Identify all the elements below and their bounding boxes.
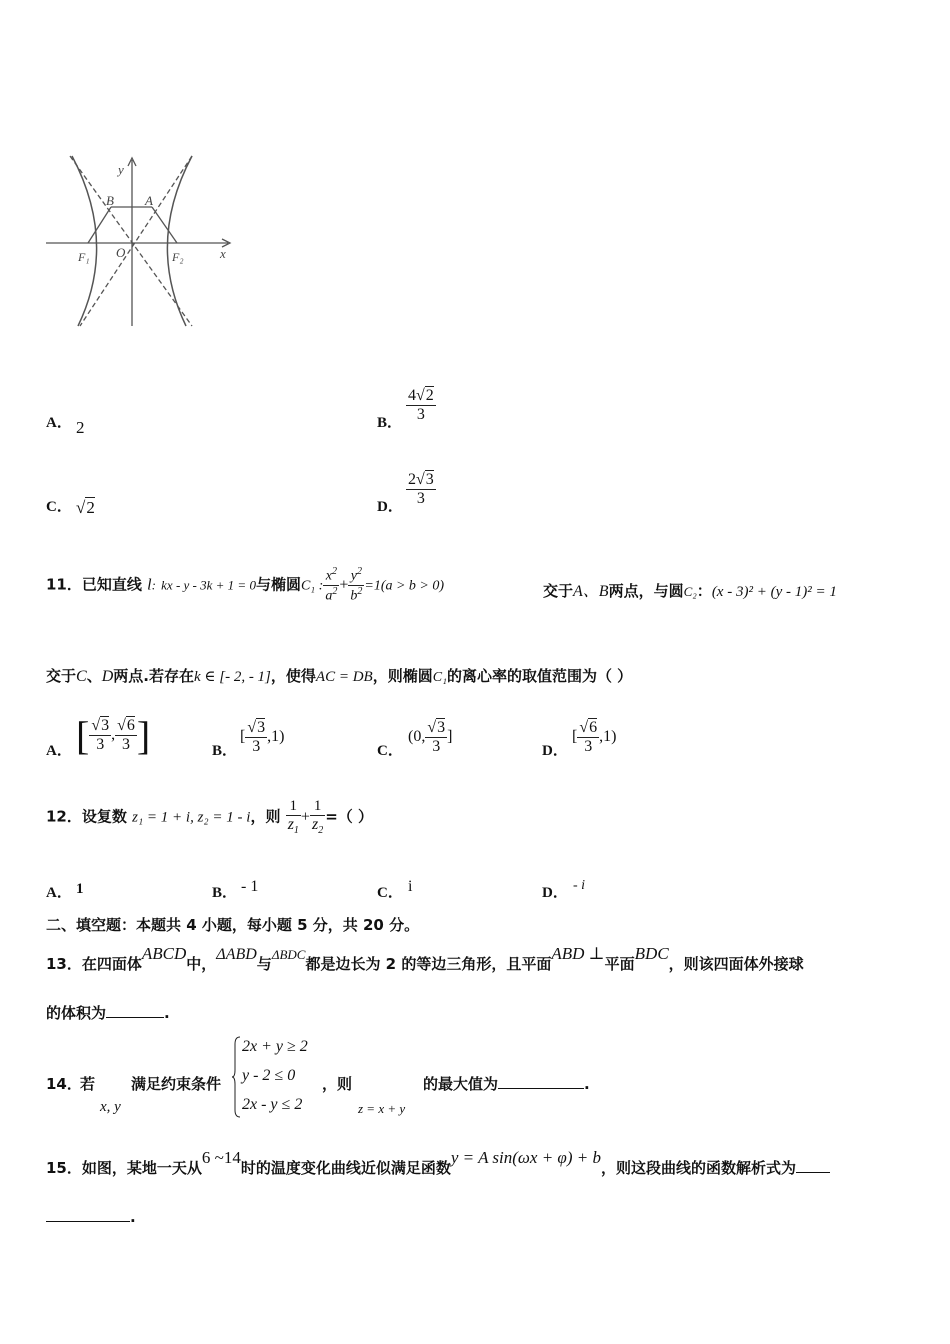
q11-ellipse-name: C₁ : (300, 578, 324, 594)
figure-label-b: B (106, 193, 114, 208)
q12-option-d-value: - i (573, 878, 586, 893)
q14-vars: x, y (100, 1099, 121, 1115)
q11-condition: AC = DB (315, 669, 373, 685)
q14-then: ，则 (322, 1075, 353, 1093)
q12-z-values: z₁ = 1 + i, z₂ = 1 - i (132, 809, 251, 826)
q11-option-c-value: (0, $\frac{√3}{3}$ ] (408, 719, 453, 755)
q11-k-range: k ∈ [- 2, - 1] (193, 669, 271, 685)
q11-ellipse-cond: =1(a > b > 0) (364, 578, 445, 594)
q13-plane-abd: ABD ⊥ (551, 944, 605, 963)
q15-range: 6 ~14 (201, 1148, 241, 1167)
figure-label-f1: F₁ (78, 250, 90, 264)
q15-function: y = A sin(ωx + φ) + b (450, 1148, 601, 1167)
q12-option-b-value: - 1 (241, 878, 259, 895)
q13-plane-bdc: BDC (634, 944, 669, 963)
q10-option-b-label: B． (377, 415, 403, 431)
q12-option-a-label: A． (46, 885, 72, 901)
q13-tetrahedron: ABCD (141, 944, 187, 963)
q10-option-a-value: 2 (76, 418, 85, 437)
q11-line2: 交于C、D两点.若存在k ∈ [- 2, - 1]，使得AC = DB，则椭圆C₁的离心率的取值范围为（ ） (46, 667, 633, 685)
q12-option-d-label: D． (542, 885, 568, 901)
q11-point-c: C (76, 668, 87, 685)
q15-line2: . (46, 1207, 136, 1226)
q11-line-name: l (147, 576, 152, 594)
q13-number: 13． (46, 955, 82, 973)
q14-objective: z = x + y (358, 1101, 406, 1116)
q12-option-a-value: 1 (76, 881, 84, 897)
q11-line-eq: kx - y - 3k + 1 = 0 (161, 577, 256, 593)
q14-if: 若 (80, 1075, 96, 1093)
q10-option-c-label: C． (46, 499, 72, 515)
q15-line1: 15．如图，某地一天从6 ~14时的温度变化曲线近似满足函数y = A sin(ωx + φ) + b，则这段曲线的函数解析式为 (46, 1148, 830, 1178)
q10-option-a-label: A． (46, 415, 72, 431)
q11-points-ab: A、B (573, 583, 609, 600)
figure-label-y: y (118, 162, 124, 177)
q13-answer-blank[interactable] (106, 1003, 164, 1018)
q10-option-d-value: $\frac{2√3}{3}$ (408, 471, 434, 507)
figure-label-f2: F₂ (172, 250, 184, 264)
q11-option-b-label: B． (212, 743, 238, 759)
figure-label-a: A (145, 193, 153, 208)
q10-option-b-value: $\frac{4√2}{3}$ (408, 387, 434, 423)
q11-option-d-label: D． (542, 743, 568, 759)
q11-point-d: D (101, 668, 114, 685)
q14-constraint-text: 满足约束条件 (131, 1075, 222, 1093)
q13-line2: 的体积为 . (46, 1004, 170, 1022)
q12-option-c-value: i (408, 878, 413, 895)
q11-line1-tail: 交于A、B两点，与圆C₂：(x - 3)² + (y - 1)² = 1 (543, 582, 837, 600)
q12-option-c-label: C． (377, 885, 403, 901)
q11-circle-name: C₂ (683, 584, 697, 599)
figure-label-x: x (220, 246, 226, 261)
q12-stem: 12．设复数 z₁ = 1 + i, z₂ = 1 - i，则 $\frac{1}{z_1}$ + $\frac{1}{z_2}$ =（ ） (46, 798, 373, 837)
q11-option-d-value: [ $\frac{√6}{3}$ ,1) (572, 719, 617, 755)
q11-line1: 11．已知直线 l: kx - y - 3k + 1 = 0与椭圆C₁ : $\frac{x^2}{a^2}$ + $\frac{y^2}{b^2}$ =1(a > b > 0) (46, 566, 445, 604)
q11-option-a-value: [ $\frac{√3}{3}$ , $\frac{√6}{3}$ ] (76, 713, 151, 758)
q11-option-b-value: [ $\frac{√3}{3}$ ,1) (240, 719, 285, 755)
q11-number: 11． (46, 575, 82, 594)
section-2-title: 二、填空题：本题共 4 小题，每小题 5 分，共 20 分。 (46, 916, 420, 934)
q11-circle-eq: (x - 3)² + (y - 1)² = 1 (711, 584, 837, 600)
q11-option-a-label: A． (46, 743, 72, 759)
q14-number: 14． (46, 1075, 82, 1093)
q15-answer-blank-2[interactable] (46, 1207, 130, 1222)
q14-constraint-1: 2x + y ≥ 2 (242, 1038, 308, 1055)
figure-label-o: O (116, 245, 126, 260)
q14-brace (232, 1036, 242, 1118)
q13-triangle-bdc: ΔBDC (271, 947, 306, 962)
q12-option-b-label: B． (212, 885, 238, 901)
q11-option-c-label: C． (377, 743, 403, 759)
q14-answer-blank[interactable] (498, 1074, 584, 1089)
q14-tail: 的最大值为 . (423, 1075, 590, 1093)
q10-option-d-label: D． (377, 499, 403, 515)
q15-answer-blank-1[interactable] (796, 1158, 830, 1173)
q10-option-c-value: √2 (76, 498, 95, 517)
hyperbola-figure (40, 150, 240, 330)
q12-number: 12． (46, 807, 82, 826)
q14-constraint-2: y - 2 ≤ 0 (242, 1067, 296, 1084)
q15-number: 15． (46, 1159, 82, 1177)
q13-line1: 13．在四面体ABCD中，ΔABD与ΔBDC都是边长为 2 的等边三角形，且平面ABD ⊥平面BDC，则该四面体外接球 (46, 944, 804, 973)
q14-constraint-3: 2x - y ≤ 2 (242, 1096, 303, 1113)
q11-ellipse-ref: C₁ (432, 670, 447, 685)
q13-triangle-abd: ΔABD (216, 946, 257, 963)
